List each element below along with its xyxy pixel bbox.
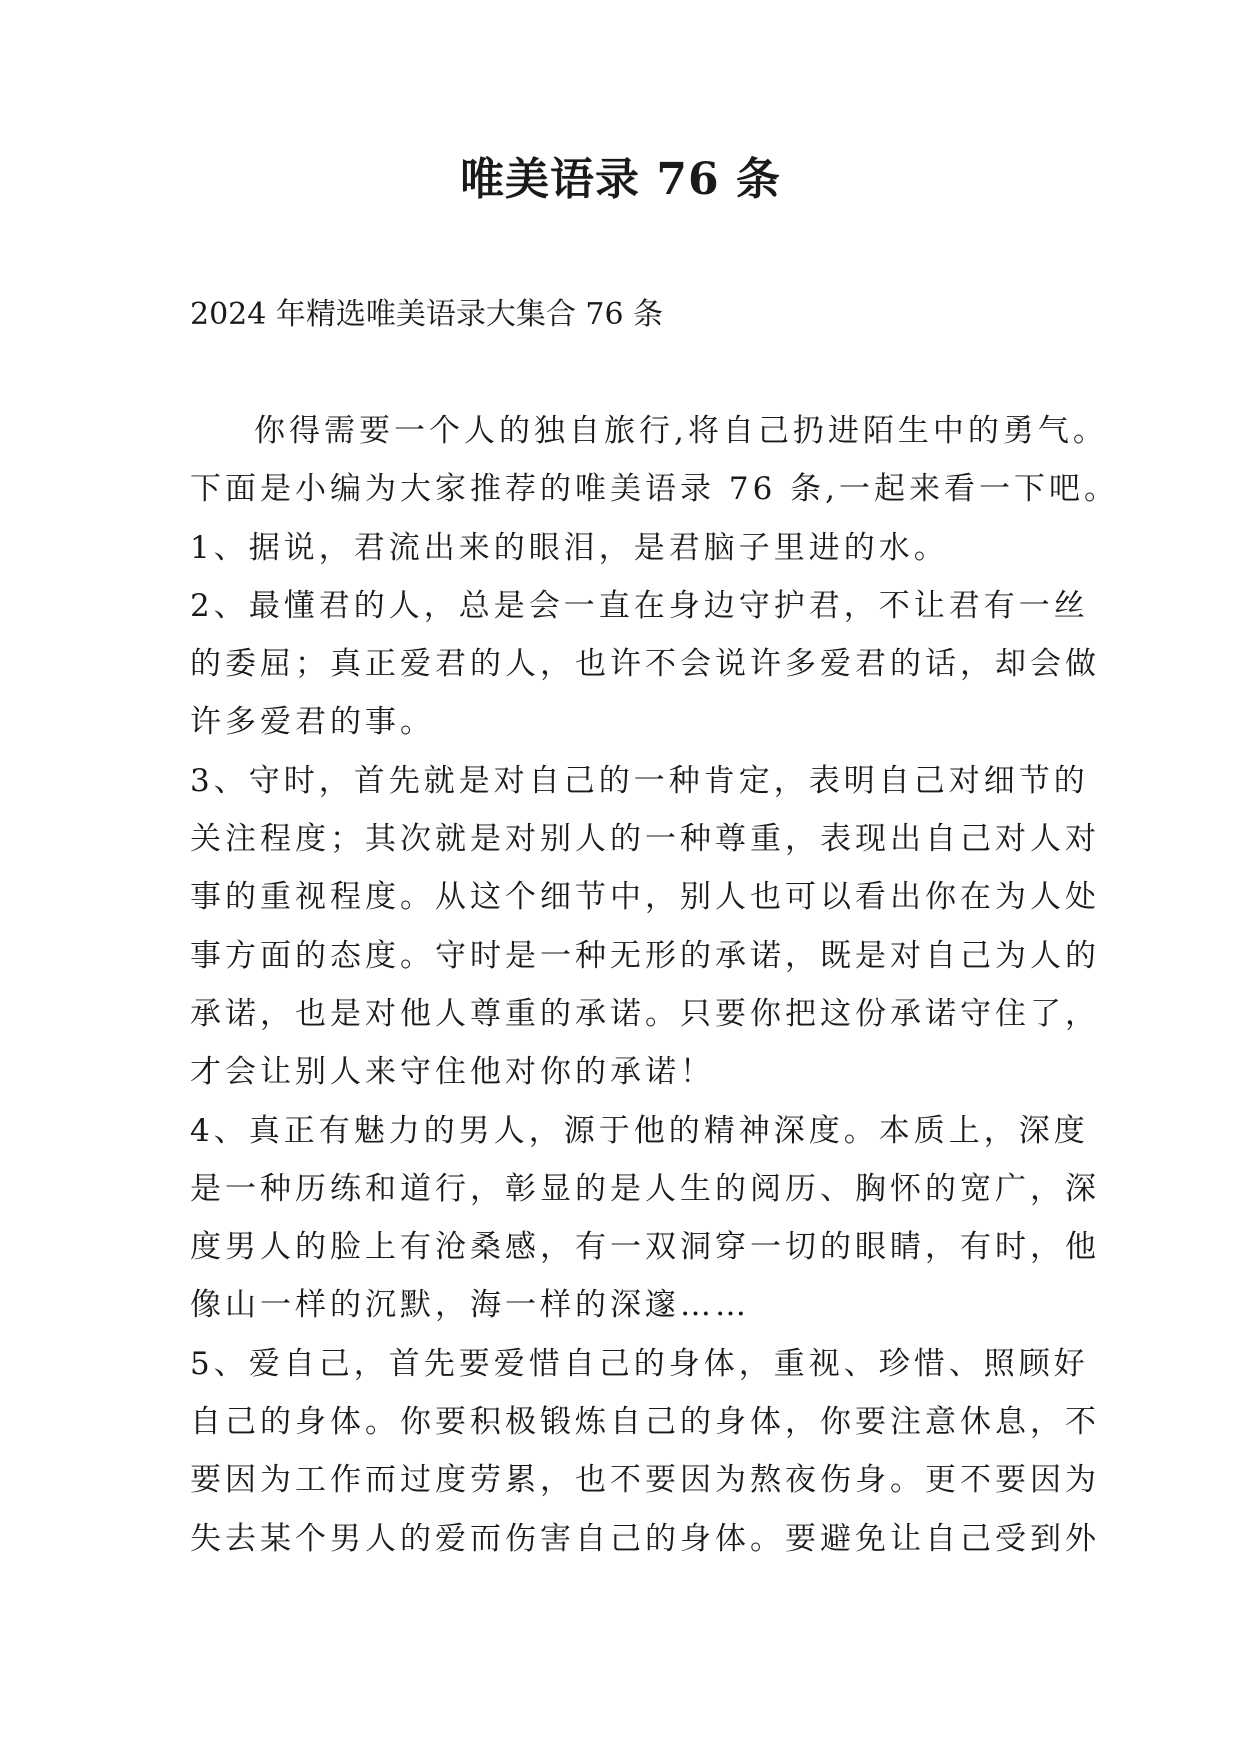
body-line: 关注程度；其次就是对别人的一种尊重，表现出自己对人对 [190, 821, 1100, 858]
body-line: 事的重视程度。从这个细节中，别人也可以看出你在为人处 [190, 879, 1100, 916]
body-line: 承诺，也是对他人尊重的承诺。只要你把这份承诺守住了， [190, 995, 1100, 1032]
document-body [190, 402, 1120, 1568]
body-line: 你得需要一个人的独自旅行,将自己扔进陌生中的勇气。 [254, 413, 1108, 449]
body-line: 像山一样的沉默，海一样的深邃…… [190, 1287, 750, 1324]
body-line: 事方面的态度。守时是一种无形的承诺，既是对自己为人的 [190, 937, 1100, 974]
body-line: 失去某个男人的爱而伤害自己的身体。要避免让自己受到外 [190, 1520, 1100, 1557]
body-line: 才会让别人来守住他对你的承诺！ [190, 1054, 715, 1091]
body-line: 要因为工作而过度劳累，也不要因为熬夜伤身。更不要因为 [190, 1462, 1100, 1499]
body-line: 4、真正有魅力的男人，源于他的精神深度。本质上，深度 [190, 1112, 1089, 1149]
body-line: 5、爱自己，首先要爱惜自己的身体，重视、珍惜、照顾好 [190, 1345, 1089, 1382]
body-line: 下面是小编为大家推荐的唯美语录 76 条,一起来看一下吧。 [190, 471, 1120, 508]
body-line: 2、最懂君的人，总是会一直在身边守护君，不让君有一丝 [190, 587, 1089, 624]
body-line: 1、据说，君流出来的眼泪，是君脑子里进的水。 [190, 529, 949, 566]
document-subtitle: 2024 年精选唯美语录大集合 76 条 [190, 297, 664, 332]
body-line: 自己的身体。你要积极锻炼自己的身体，你要注意休息，不 [190, 1404, 1100, 1441]
body-line: 的委屈；真正爱君的人，也许不会说许多爱君的话，却会做 [190, 646, 1100, 683]
body-line: 是一种历练和道行，彰显的是人生的阅历、胸怀的宽广，深 [190, 1170, 1100, 1207]
body-line: 3、守时，首先就是对自己的一种肯定，表明自己对细节的 [190, 762, 1089, 799]
body-line: 度男人的脸上有沧桑感，有一双洞穿一切的眼睛，有时，他 [190, 1229, 1100, 1266]
body-line: 许多爱君的事。 [190, 704, 435, 741]
document-title: 唯美语录 76 条 [460, 154, 781, 205]
